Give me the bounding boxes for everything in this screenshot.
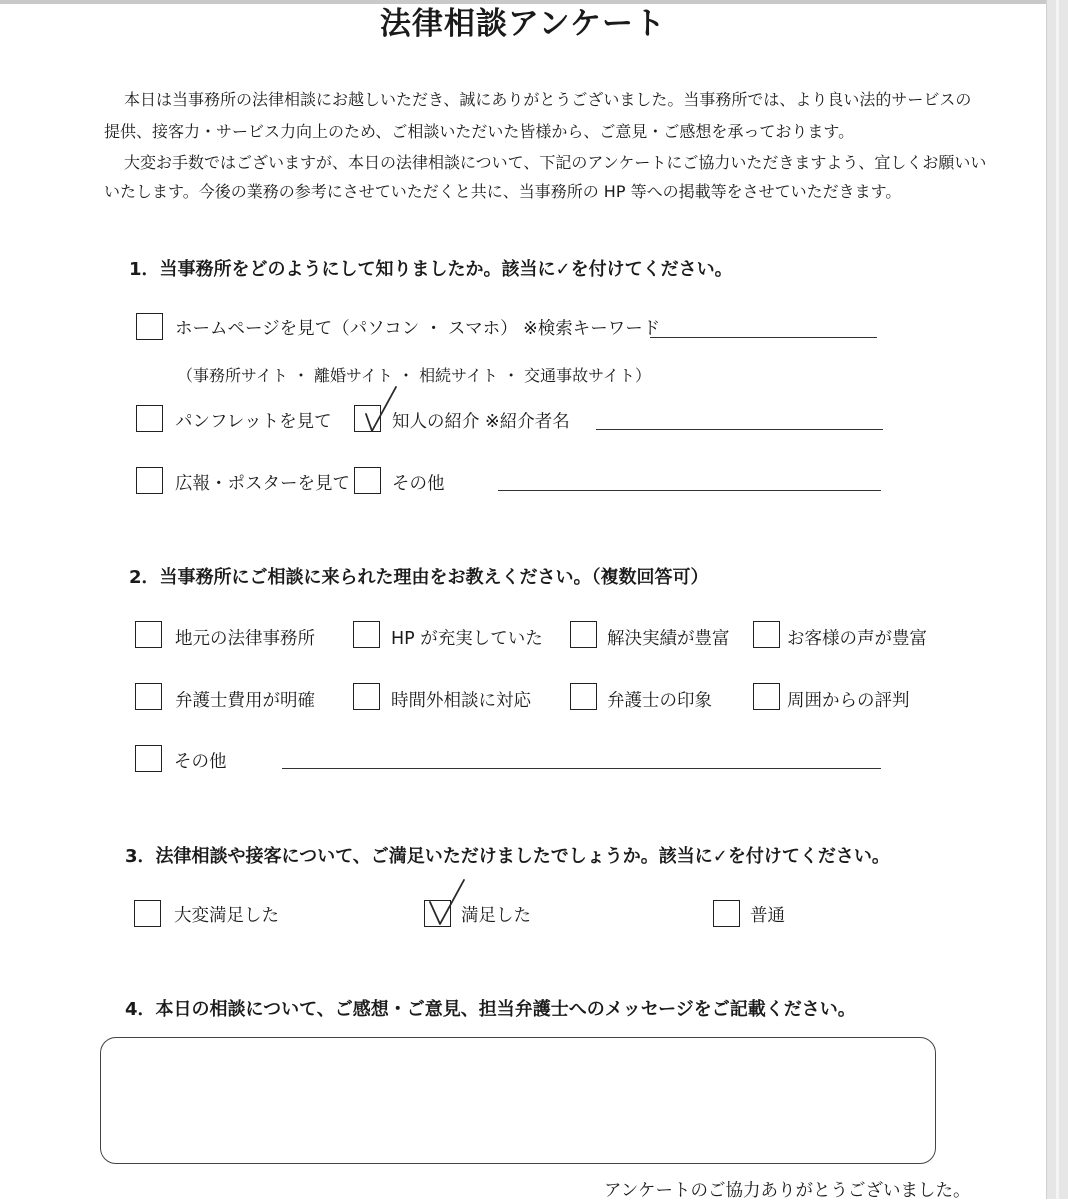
keyword-answer-line[interactable] xyxy=(650,337,877,338)
question-1-heading: 1．当事務所をどのようにして知りましたか。該当に✓を付けてください。 xyxy=(129,259,733,280)
label-referral: 知人の紹介 ※紹介者名 xyxy=(392,412,570,432)
checkbox-customer-voices[interactable] xyxy=(753,621,780,648)
question-3-heading: 3．法律相談や接客について、ご満足いただけましたでしょうか。該当に✓を付けてください。 xyxy=(125,846,890,867)
label-pamphlet: パンフレットを見て xyxy=(175,412,332,432)
label-q1-other: その他 xyxy=(392,474,445,494)
page-title: 法律相談アンケート xyxy=(379,6,667,42)
question-4-heading: 4．本日の相談について、ご感想・ご意見、担当弁護士へのメッセージをご記載ください。 xyxy=(125,999,856,1020)
checkbox-reputation[interactable] xyxy=(753,683,780,710)
label-local-office: 地元の法律事務所 xyxy=(175,629,315,649)
intro-line-2: 提供、接客力・サービス力向上のため、ご相談いただいた皆様から、ご意見・ご感想を承っております。 xyxy=(104,122,855,141)
label-results: 解決実績が豊富 xyxy=(607,629,730,649)
label-very-satisfied: 大変満足した xyxy=(174,906,279,926)
checkbox-after-hours[interactable] xyxy=(353,683,380,710)
intro-line-4: いたします。今後の業務の参考にさせていただくと共に、当事務所の HP 等への掲載等をさせていただきます。 xyxy=(104,182,902,201)
label-impression: 弁護士の印象 xyxy=(607,691,712,711)
label-site-list: （事務所サイト ・ 離婚サイト ・ 相続サイト ・ 交通事故サイト） xyxy=(177,366,652,385)
checkbox-impression[interactable] xyxy=(570,683,597,710)
label-hp-rich: HP が充実していた xyxy=(391,629,543,649)
scan-edge-right-highlight xyxy=(1056,0,1059,1199)
checkbox-results[interactable] xyxy=(570,621,597,648)
label-after-hours: 時間外相談に対応 xyxy=(391,691,531,711)
intro-line-3: 大変お手数ではございますが、本日の法律相談について、下記のアンケートにご協力いただきますよう、宜しくお願いい xyxy=(124,153,987,172)
label-satisfied: 満足した xyxy=(461,906,531,926)
label-normal: 普通 xyxy=(750,906,785,926)
label-homepage: ホームページを見て（パソコン ・ スマホ） ※検索キーワード xyxy=(175,319,661,339)
referrer-name-line[interactable] xyxy=(596,429,883,430)
checkbox-pamphlet[interactable] xyxy=(136,405,163,432)
checkbox-q1-other[interactable] xyxy=(354,467,381,494)
checkbox-clear-fees[interactable] xyxy=(135,683,162,710)
closing-thanks: アンケートのご協力ありがとうございました。 xyxy=(604,1181,971,1201)
checkbox-local-office[interactable] xyxy=(135,621,162,648)
label-reputation: 周囲からの評判 xyxy=(787,691,910,711)
checkbox-poster[interactable] xyxy=(136,467,163,494)
intro-line-1: 本日は当事務所の法律相談にお越しいただき、誠にありがとうございました。当事務所では、より良い法的サービスの xyxy=(124,90,972,109)
label-customer-voices: お客様の声が豊富 xyxy=(787,629,927,649)
label-clear-fees: 弁護士費用が明確 xyxy=(175,691,315,711)
checkbox-homepage[interactable] xyxy=(136,313,163,340)
q1-other-answer-line[interactable] xyxy=(498,490,881,491)
checkbox-very-satisfied[interactable] xyxy=(134,900,161,927)
label-poster: 広報・ポスターを見て xyxy=(175,474,350,494)
q2-other-answer-line[interactable] xyxy=(282,768,881,769)
question-2-heading: 2．当事務所にご相談に来られた理由をお教えください。（複数回答可） xyxy=(129,567,709,588)
checkbox-normal[interactable] xyxy=(713,900,740,927)
label-q2-other: その他 xyxy=(174,752,227,772)
checkbox-hp-rich[interactable] xyxy=(353,621,380,648)
message-box[interactable] xyxy=(100,1037,936,1164)
checkbox-q2-other[interactable] xyxy=(135,745,162,772)
